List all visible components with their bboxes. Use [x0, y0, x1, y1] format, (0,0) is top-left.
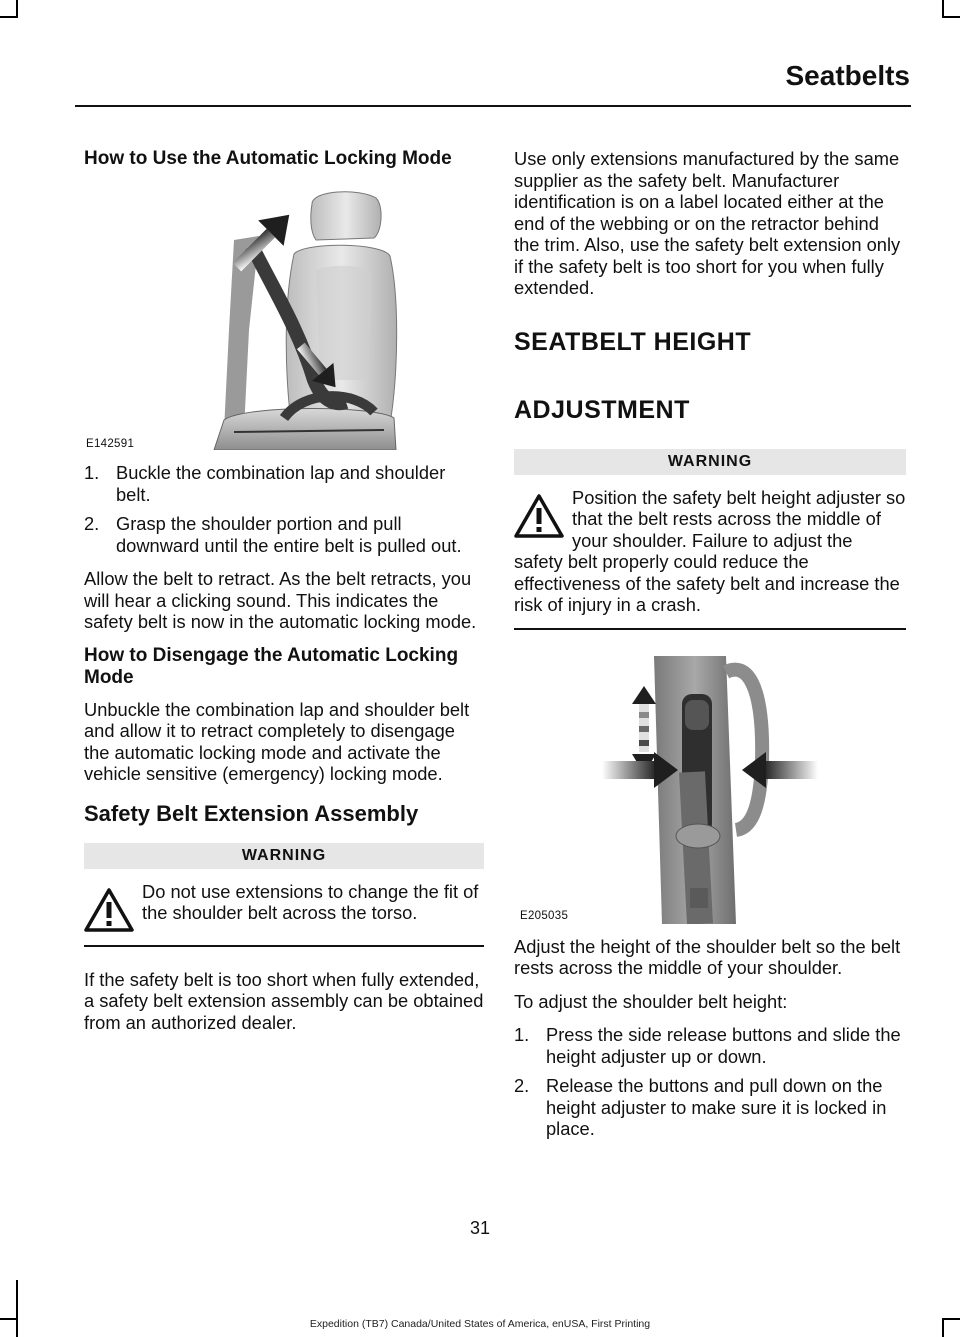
warning-text: Do not use extensions to change the fit of the shoulder belt across the torso.	[142, 880, 479, 923]
heading-disengage: How to Disengage the Automatic Locking Mode	[84, 644, 459, 688]
warning-text: Position the safety belt height adjuster so that the belt rests across the middle of your shoulder. Failure to adjust the safety belt properly could reduce the effectiveness of the safety belt and increase the risk of injury in a crash.	[514, 486, 906, 615]
step-text: Release the buttons and pull down on the height adjuster to make sure it is locked in place.	[546, 1075, 887, 1139]
warning-triangle-icon	[84, 887, 134, 933]
paragraph: Allow the belt to retract. As the belt retracts, you will hear a clicking sound. This indicates the safety belt is now in the automatic locking mode.	[84, 568, 477, 632]
footer-info: Expedition (TB7) Canada/United States of America, enUSA, First Printing	[309, 1318, 651, 1330]
crop-mark	[942, 16, 960, 18]
figure-code: E205035	[520, 909, 569, 922]
heading-extension-assembly: Safety Belt Extension Assembly	[84, 800, 419, 826]
warning-box	[84, 881, 484, 947]
paragraph: Use only extensions manufactured by the same supplier as the safety belt. Manufacturer identification is on a label located either at the end of the webbing or on the retractor behind the trim. Also, use the safety belt extension only if the safety belt is too short for you when fully extended.	[514, 148, 901, 298]
list-item	[514, 1024, 906, 1067]
warning-box	[514, 487, 906, 630]
paragraph: To adjust the shoulder belt height:	[514, 990, 788, 1012]
step-text: Buckle the combination lap and shoulder belt.	[116, 462, 446, 505]
page-title: Seatbelts	[785, 60, 910, 91]
list-item	[514, 1075, 906, 1140]
list-item	[84, 513, 484, 556]
step-text: Grasp the shoulder portion and pull downward until the entire belt is pulled out.	[116, 513, 462, 556]
page-number: 31	[469, 1218, 491, 1238]
paragraph: Unbuckle the combination lap and shoulder belt and allow it to retract completely to disengage the automatic locking mode and activate the vehicle sensitive (emergency) locking mode.	[84, 698, 470, 784]
step-text: Press the side release buttons and slide the height adjuster up or down.	[546, 1024, 901, 1067]
figure-height-adjuster	[514, 652, 906, 924]
step-number: 2.	[514, 1075, 530, 1096]
step-number: 1.	[84, 462, 100, 483]
step-number: 2.	[84, 513, 100, 534]
heading-line: SEATBELT HEIGHT	[514, 327, 752, 356]
figure-seat-belt	[84, 180, 484, 450]
right-column	[514, 148, 906, 1152]
crop-mark	[0, 16, 18, 18]
seat-belt-illustration	[84, 180, 484, 450]
heading-automatic-locking: How to Use the Automatic Locking Mode	[84, 148, 452, 169]
warning-label: WARNING	[514, 449, 906, 475]
warning-triangle-icon	[514, 493, 564, 539]
heading-line: ADJUSTMENT	[514, 395, 690, 424]
paragraph: If the safety belt is too short when fully extended, a safety belt extension assembly can be obtained from an authorized dealer.	[84, 968, 484, 1033]
list-item	[84, 462, 484, 505]
left-column	[84, 148, 484, 1045]
heading-seatbelt-height	[514, 325, 906, 427]
steps-list-1	[84, 462, 484, 556]
figure-code: E142591	[86, 438, 135, 450]
steps-list-2	[514, 1024, 906, 1140]
header-rule	[75, 105, 911, 107]
paragraph: Adjust the height of the shoulder belt so the belt rests across the middle of your shoulder.	[514, 935, 901, 978]
warning-label: WARNING	[84, 843, 484, 869]
step-number: 1.	[514, 1024, 530, 1045]
height-adjuster-illustration	[514, 652, 906, 924]
